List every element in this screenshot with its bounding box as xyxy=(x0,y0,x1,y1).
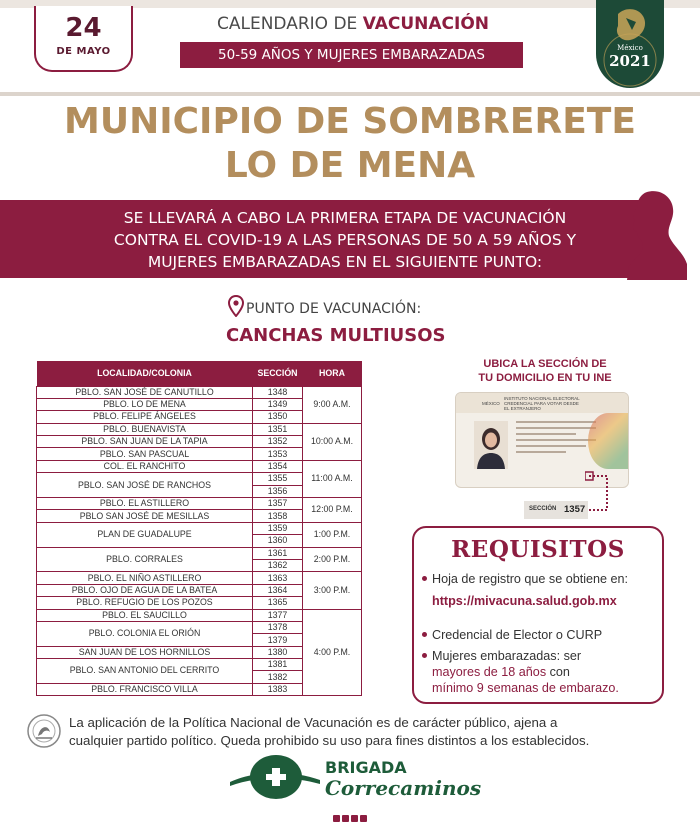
national-seal-icon xyxy=(26,712,62,750)
row-seccion: 1381 xyxy=(253,659,303,671)
facebook-icon[interactable] xyxy=(333,815,340,822)
calendar-title-bold: VACUNACIÓN xyxy=(362,14,489,34)
table-row xyxy=(37,386,362,398)
row-hora: 2:00 P.M. xyxy=(303,547,362,572)
municipality-title xyxy=(0,100,700,188)
table-row xyxy=(37,572,362,584)
site-label: PUNTO DE VACUNACIÓN: xyxy=(246,301,422,317)
row-seccion: 1380 xyxy=(253,646,303,658)
row-seccion: 1352 xyxy=(253,436,303,448)
table-row xyxy=(37,609,362,621)
row-seccion: 1355 xyxy=(253,473,303,485)
instagram-icon[interactable] xyxy=(351,815,358,822)
row-hora: 12:00 P.M. xyxy=(303,498,362,523)
requirement-item-1 xyxy=(432,571,628,609)
logo-year: 2021 xyxy=(609,52,651,70)
brigada-logo-icon xyxy=(226,752,322,802)
row-localidad: PBLO. FELIPE ÁNGELES xyxy=(37,411,253,423)
row-seccion: 1362 xyxy=(253,559,303,571)
row-seccion: 1353 xyxy=(253,448,303,460)
row-localidad: PBLO. SAN PASCUAL xyxy=(37,448,253,460)
header-localidad: LOCALIDAD/COLONIA xyxy=(37,361,253,386)
header-hora: HORA xyxy=(303,361,362,386)
requirement-3-text: Mujeres embarazadas: ser xyxy=(432,649,582,663)
row-localidad: PBLO. EL SAUCILLO xyxy=(37,609,253,621)
row-localidad: PBLO. OJO DE AGUA DE LA BATEA xyxy=(37,584,253,596)
site-name: CANCHAS MULTIUSOS xyxy=(226,325,446,346)
table-row xyxy=(37,460,362,472)
disclaimer xyxy=(69,714,669,750)
row-seccion: 1348 xyxy=(253,386,303,398)
ine-heading xyxy=(445,357,645,385)
registration-link[interactable]: https://mivacuna.salud.gob.mx xyxy=(432,594,617,608)
disclaimer-line1: La aplicación de la Política Nacional de Vacunación es de carácter público, ajena a xyxy=(69,715,558,730)
announcement-line3: MUJERES EMBARAZADAS EN EL SIGUIENTE PUNTO: xyxy=(147,253,543,271)
row-hora: 9:00 A.M. xyxy=(303,386,362,423)
row-localidad: PBLO. FRANCISCO VILLA xyxy=(37,683,253,695)
row-seccion: 1360 xyxy=(253,535,303,547)
row-seccion: 1383 xyxy=(253,683,303,695)
calendar-title-light: CALENDARIO DE xyxy=(216,14,358,34)
row-localidad: PBLO. SAN ANTONIO DEL CERRITO xyxy=(37,659,253,684)
requirement-item-3 xyxy=(432,648,619,696)
brigada-title: BRIGADA xyxy=(325,758,407,777)
row-seccion: 1364 xyxy=(253,584,303,596)
ine-hologram xyxy=(588,413,628,469)
youtube-icon[interactable] xyxy=(360,815,367,822)
calendar-subtitle: 50-59 AÑOS Y MUJERES EMBARAZADAS xyxy=(180,42,523,68)
announcement-line2: CONTRA EL COVID-19 A LAS PERSONAS DE 50 A 59 AÑOS Y xyxy=(113,231,577,249)
row-seccion: 1357 xyxy=(253,498,303,510)
section-highlight xyxy=(524,501,588,519)
row-seccion: 1365 xyxy=(253,597,303,609)
requirement-1-text: Hoja de registro que se obtiene en: xyxy=(432,572,629,586)
schedule-table xyxy=(36,361,362,696)
table-row xyxy=(37,498,362,510)
header-seccion: SECCIÓN xyxy=(253,361,303,386)
row-hora: 10:00 A.M. xyxy=(303,423,362,460)
section-value: 1357 xyxy=(564,504,586,515)
row-localidad: SAN JUAN DE LOS HORNILLOS xyxy=(37,646,253,658)
ine-card-country: MÉXICO xyxy=(482,401,500,406)
date-month: DE MAYO xyxy=(56,46,111,57)
requirement-3-age: mayores de 18 años xyxy=(432,665,547,679)
section-label: SECCIÓN xyxy=(529,506,557,512)
row-localidad: PBLO. SAN JUAN DE LA TAPIA xyxy=(37,436,253,448)
location-pin-icon xyxy=(228,295,244,317)
row-seccion: 1378 xyxy=(253,621,303,633)
table-row xyxy=(37,522,362,534)
row-seccion: 1351 xyxy=(253,423,303,435)
row-hora: 1:00 P.M. xyxy=(303,522,362,547)
row-seccion: 1356 xyxy=(253,485,303,497)
row-localidad: PBLO. LO DE MENA xyxy=(37,398,253,410)
twitter-icon[interactable] xyxy=(342,815,349,822)
requirement-3-mid: con xyxy=(549,665,570,679)
separator xyxy=(0,92,700,96)
bullet xyxy=(422,653,427,658)
bullet xyxy=(422,576,427,581)
date-day: 24 xyxy=(65,13,102,43)
row-seccion: 1354 xyxy=(253,460,303,472)
table-row xyxy=(37,547,362,559)
person-icon xyxy=(474,421,508,469)
bullet xyxy=(422,632,427,637)
row-seccion: 1358 xyxy=(253,510,303,522)
row-seccion: 1379 xyxy=(253,634,303,646)
social-icons xyxy=(333,815,367,822)
row-localidad: PBLO. CORRALES xyxy=(37,547,253,572)
municipality-line2: LO DE MENA xyxy=(224,145,476,186)
row-localidad: PLAN DE GUADALUPE xyxy=(37,522,253,547)
row-seccion: 1350 xyxy=(253,411,303,423)
row-seccion: 1361 xyxy=(253,547,303,559)
row-localidad: PBLO. BUENAVISTA xyxy=(37,423,253,435)
requirement-2-text: Credencial de Elector o CURP xyxy=(432,628,603,642)
calendar-title xyxy=(183,14,523,34)
announcement-line1: SE LLEVARÁ A CABO LA PRIMERA ETAPA DE VACUNACIÓN xyxy=(123,209,567,227)
logo-text: México xyxy=(617,44,643,52)
row-hora: 4:00 P.M. xyxy=(303,609,362,696)
ine-photo xyxy=(474,421,508,469)
brigada-subtitle: Correcaminos xyxy=(325,776,482,800)
table-row xyxy=(37,423,362,435)
row-seccion: 1349 xyxy=(253,398,303,410)
row-localidad: PBLO. EL ASTILLERO xyxy=(37,498,253,510)
municipality-line1: MUNICIPIO DE SOMBRERETE xyxy=(64,101,636,142)
disclaimer-line2: cualquier partido político. Queda prohibido su uso para fines distintos a los establecidos. xyxy=(69,733,590,748)
requirement-item-2 xyxy=(432,627,602,643)
ine-heading-line1: UBICA LA SECCIÓN DE xyxy=(483,358,607,370)
row-seccion: 1377 xyxy=(253,609,303,621)
row-localidad: PBLO. SAN JOSÉ DE RANCHOS xyxy=(37,473,253,498)
table-header-row xyxy=(37,361,362,386)
dotted-pointer xyxy=(585,470,613,518)
announcement-text xyxy=(40,207,650,273)
row-localidad: PBLO. EL NIÑO ASTILLERO xyxy=(37,572,253,584)
row-seccion: 1363 xyxy=(253,572,303,584)
row-localidad: PBLO SAN JOSÉ DE MESILLAS xyxy=(37,510,253,522)
requirements-title: REQUISITOS xyxy=(451,536,625,563)
row-hora: 3:00 P.M. xyxy=(303,572,362,609)
ine-heading-line2: TU DOMICILIO EN TU INE xyxy=(478,372,612,384)
row-localidad: PBLO. SAN JOSÉ DE CANUTILLO xyxy=(37,386,253,398)
mexico-2021-logo xyxy=(596,0,664,88)
row-hora: 11:00 A.M. xyxy=(303,460,362,497)
date-badge xyxy=(34,6,133,72)
row-localidad: PBLO. REFUGIO DE LOS POZOS xyxy=(37,597,253,609)
row-seccion: 1382 xyxy=(253,671,303,683)
ine-card-title: INSTITUTO NACIONAL ELECTORAL CREDENCIAL PARA VOTAR DESDE EL EXTRANJERO xyxy=(504,396,580,411)
requirement-3-weeks: mínimo 9 semanas de embarazo. xyxy=(432,681,619,695)
row-localidad: COL. EL RANCHITO xyxy=(37,460,253,472)
row-seccion: 1359 xyxy=(253,522,303,534)
ine-data-lines xyxy=(516,421,596,457)
row-localidad: PBLO. COLONIA EL ORIÓN xyxy=(37,621,253,646)
